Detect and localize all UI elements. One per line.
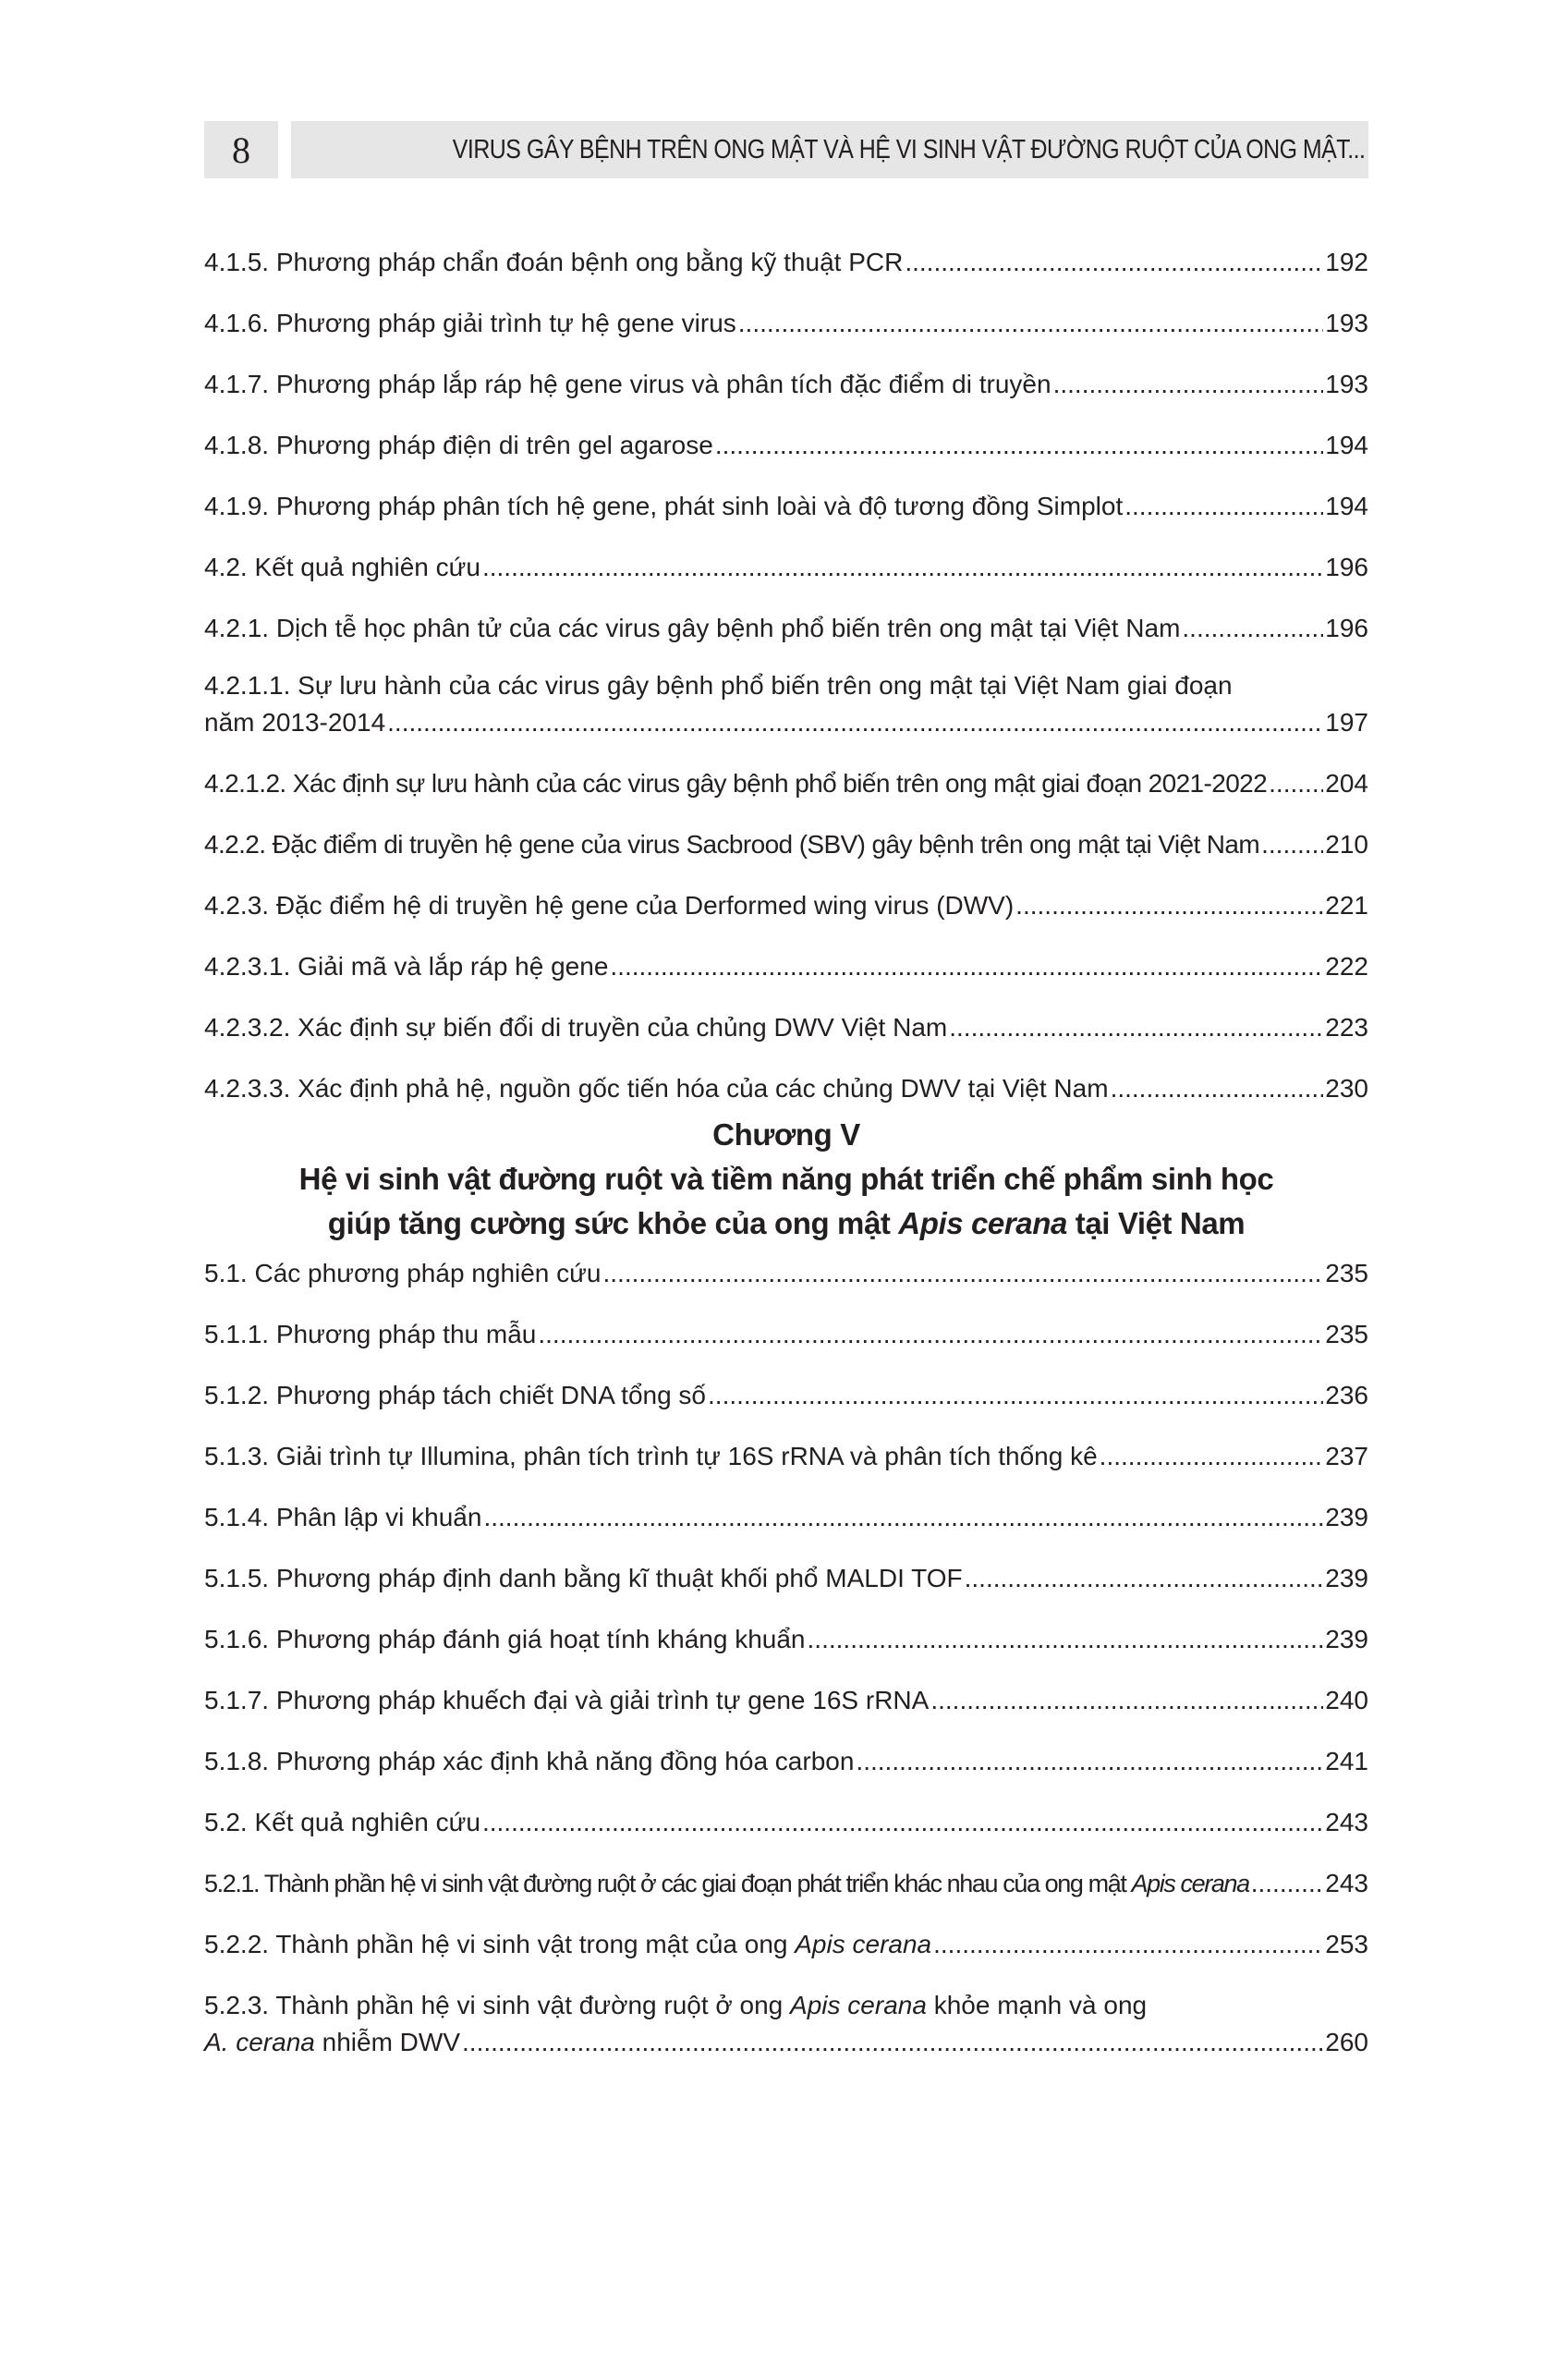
running-header [204,121,1368,178]
toc-entry-label: 4.2.3.1. Giải mã và lắp ráp hệ gene [204,952,609,981]
toc-entry-label-line2: năm 2013-2014 [204,708,386,737]
dot-leader [602,1255,1323,1292]
toc-entry [204,610,1368,647]
toc-entry-label: 5.1.4. Phân lập vi khuẩn [204,1503,482,1531]
dot-leader [738,305,1324,342]
toc-entry [204,1987,1368,2061]
toc-entry [204,1499,1368,1536]
chapter-number: Chương V [712,1117,860,1152]
toc-entry-page: 241 [1325,1747,1368,1775]
toc-section-chapter-5 [204,1255,1368,1841]
dot-leader [1100,1438,1324,1475]
dot-leader [856,1743,1323,1780]
toc-entry-label: 4.2. Kết quả nghiên cứu [204,553,480,581]
dot-leader [1269,765,1323,802]
dot-leader [965,1560,1324,1597]
toc-entry-label-text-end: nhiễm DWV [314,2028,461,2056]
running-title-box [291,121,1368,178]
toc-entry-label-line2 [204,2024,460,2061]
toc-entry-page: 193 [1325,370,1368,398]
dot-leader [387,704,1323,741]
toc-entry-label: 4.2.2. Đặc điểm di truyền hệ gene của virus Sacbrood (SBV) gây bệnh trên ong mật tại Việt Nam [204,830,1260,859]
toc-entry [204,1255,1368,1292]
toc-section-chapter-4 [204,244,1368,647]
chapter-title-line2 [204,1201,1368,1246]
toc-entry [204,427,1368,464]
toc-entry-label [204,1865,1249,1902]
toc-entry-label-species: A. cerana [204,2028,315,2056]
toc-entry-page: 192 [1325,248,1368,276]
toc-entry-page: 239 [1325,1564,1368,1592]
page-number: 8 [232,128,250,171]
toc-entry [204,1865,1368,1902]
toc-entry-label: 4.2.3.3. Xác định phả hệ, nguồn gốc tiến hóa của các chủng DWV tại Việt Nam [204,1074,1109,1103]
toc-entry-page: 243 [1325,1869,1368,1897]
toc-entry [204,887,1368,924]
toc-entry-label: 5.1.3. Giải trình tự Illumina, phân tích trình tự 16S rRNA và phân tích thống kê [204,1442,1098,1470]
toc-entry-label-species: Apis cerana [795,1930,932,1958]
toc-entry [204,1316,1368,1353]
toc-entry-page: 236 [1325,1381,1368,1409]
toc-entry-page: 239 [1325,1625,1368,1653]
toc-entry [204,1804,1368,1841]
dot-leader [1261,826,1323,863]
dot-leader [482,1804,1323,1841]
toc-entry-label: 5.1.5. Phương pháp định danh bằng kĩ thuật khối phổ MALDI TOF [204,1564,963,1592]
dot-leader [930,1682,1323,1719]
toc-entry [204,667,1368,741]
dot-leader [1124,488,1323,525]
toc-entry-page: 204 [1325,769,1368,798]
toc-entry-page: 194 [1325,492,1368,520]
dot-leader [610,948,1323,985]
toc-entry-label-line1: 4.2.1.1. Sự lưu hành của các virus gây bệnh phổ biến trên ong mật tại Việt Nam giai đoạn [204,671,1233,700]
toc-entry [204,1621,1368,1658]
toc-entry [204,1070,1368,1107]
toc-entry-label-text: 5.2.3. Thành phần hệ vi sinh vật đường ruột ở ong [204,1991,791,2019]
toc-entry-page: 197 [1325,708,1368,737]
toc-entry-label: 4.1.6. Phương pháp giải trình tự hệ gene virus [204,309,736,337]
toc-entry-page: 194 [1325,431,1368,459]
toc-entry [204,1560,1368,1597]
toc-entry [204,488,1368,525]
toc-entry-page: 260 [1325,2028,1368,2056]
dot-leader [808,1621,1324,1658]
toc-entry-page: 243 [1325,1808,1368,1836]
toc-entry-label: 5.1. Các phương pháp nghiên cứu [204,1259,602,1287]
toc-entry [204,948,1368,985]
chapter-title-line1: Hệ vi sinh vật đường ruột và tiềm năng phát triển chế phẩm sinh học [298,1162,1274,1196]
toc-entry [204,1377,1368,1414]
toc-entry-label-text: 5.2.1. Thành phần hệ vi sinh vật đường ruột ở các giai đoạn phát triển khác nhau của ong mật [204,1870,1132,1897]
toc-entry-page: 235 [1325,1320,1368,1348]
toc-entry [204,1743,1368,1780]
toc-entry-label: 4.1.8. Phương pháp điện di trên gel agarose [204,431,713,459]
dot-leader [1015,887,1323,924]
toc-entry [204,1682,1368,1719]
toc-entry-page: 237 [1325,1442,1368,1470]
toc-entry [204,765,1368,802]
toc-entry-label: 5.2. Kết quả nghiên cứu [204,1808,480,1836]
chapter-title-species: Apis cerana [898,1206,1067,1240]
toc-entry-label-text-end: khỏe mạnh và ong [926,1991,1148,2019]
toc-section-chapter-4-results [204,765,1368,1107]
toc-entry-page: 221 [1325,891,1368,920]
toc-entry-label: 4.1.5. Phương pháp chẩn đoán bệnh ong bằng kỹ thuật PCR [204,248,904,276]
toc-entry-label-species: Apis cerana [790,1991,927,2019]
toc-entry-label [204,1926,931,1963]
toc-entry-page: 193 [1325,309,1368,337]
toc-entry-page: 196 [1325,553,1368,581]
toc-entry [204,244,1368,281]
toc-entry [204,366,1368,403]
toc-entry-label: 5.1.1. Phương pháp thu mẫu [204,1320,537,1348]
toc-entry-page: 222 [1325,952,1368,981]
toc-entry-page: 230 [1325,1074,1368,1103]
toc-entry-page: 223 [1325,1013,1368,1042]
page-number-box [204,121,278,178]
toc-entry-page: 253 [1325,1930,1368,1958]
dot-leader [462,2024,1323,2061]
toc-entry-page: 196 [1325,614,1368,642]
toc-entry-page: 235 [1325,1259,1368,1287]
toc-entry-label-species: Apis cerana [1131,1870,1249,1897]
table-of-contents [204,244,1368,2061]
toc-entry-label: 4.1.9. Phương pháp phân tích hệ gene, phát sinh loài và độ tương đồng Simplot [204,492,1124,520]
toc-entry-label: 5.1.2. Phương pháp tách chiết DNA tổng số [204,1381,707,1409]
dot-leader [949,1009,1323,1046]
toc-entry-page: 210 [1325,830,1368,859]
dot-leader [482,549,1323,586]
toc-entry [204,1926,1368,1963]
toc-entry-page: 239 [1325,1503,1368,1531]
toc-entry-label: 4.2.1. Dịch tễ học phân tử của các virus gây bệnh phổ biến trên ong mật tại Việt Nam [204,614,1181,642]
chapter-title-text-end: tại Việt Nam [1066,1206,1246,1240]
toc-entry [204,1009,1368,1046]
toc-entry-page: 240 [1325,1686,1368,1714]
dot-leader [708,1377,1323,1414]
chapter-title-text: giúp tăng cường sức khỏe của ong mật [327,1206,899,1240]
toc-entry-label: 4.1.7. Phương pháp lắp ráp hệ gene virus và phân tích đặc điểm di truyền [204,370,1051,398]
toc-entry [204,549,1368,586]
dot-leader [538,1316,1323,1353]
toc-entry-label-text: 5.2.2. Thành phần hệ vi sinh vật trong mật của ong [204,1930,796,1958]
dot-leader [905,244,1323,281]
toc-entry-label-line1 [204,1987,1368,2024]
toc-entry [204,305,1368,342]
toc-entry-label: 5.1.6. Phương pháp đánh giá hoạt tính kháng khuẩn [204,1625,806,1653]
toc-entry-label: 5.1.7. Phương pháp khuếch đại và giải trình tự gene 16S rRNA [204,1686,930,1714]
dot-leader [933,1926,1323,1963]
dot-leader [1182,610,1323,647]
dot-leader [715,427,1323,464]
toc-entry [204,826,1368,863]
toc-entry-label: 4.2.3. Đặc điểm hệ di truyền hệ gene của Derformed wing virus (DWV) [204,891,1015,920]
toc-entry [204,1438,1368,1475]
dot-leader [1111,1070,1324,1107]
toc-entry-label: 4.2.1.2. Xác định sự lưu hành của các virus gây bệnh phổ biến trên ong mật giai đoạn 2021-2022 [204,769,1268,798]
chapter-heading [204,1113,1368,1246]
dot-leader [1053,366,1324,403]
dot-leader [1251,1865,1324,1902]
dot-leader [483,1499,1323,1536]
toc-entry-label: 4.2.3.2. Xác định sự biến đổi di truyền của chủng DWV Việt Nam [204,1013,948,1042]
toc-entry-label: 5.1.8. Phương pháp xác định khả năng đồng hóa carbon [204,1747,855,1775]
running-title: VIRUS GÂY BỆNH TRÊN ONG MẬT VÀ HỆ VI SINH VẬT ĐƯỜNG RUỘT CỦA ONG MẬT... [452,134,1365,165]
